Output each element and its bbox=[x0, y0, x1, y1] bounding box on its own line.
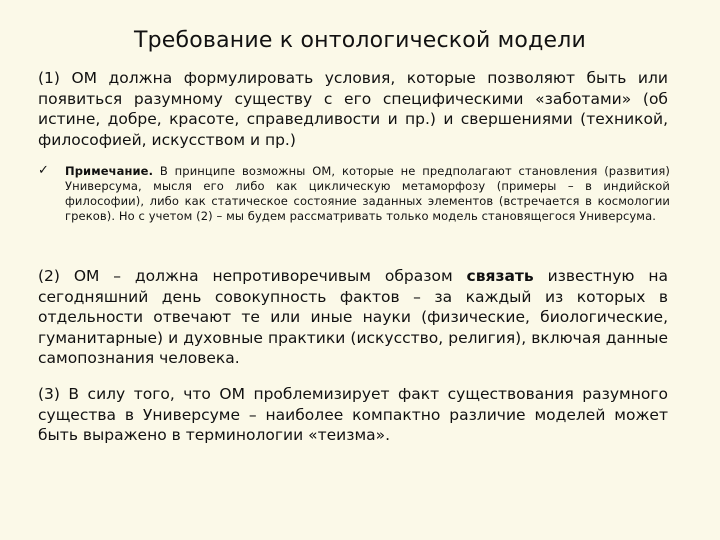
note-text bbox=[65, 164, 670, 224]
note-body: В принципе возможны ОМ, которые не предполагают становления (развития) Универсума, мысля его либо как циклическую метаморфозу (примеры – в индийской философии), либо как статическое состояние заданных элементов (встречается в космологии греков). Но с учетом (2) – мы будем рассматривать только модель становящегося Универсума. bbox=[65, 164, 670, 223]
requirement-2-emphasis: связать bbox=[466, 267, 534, 285]
requirement-2-after: известную на сегодняшний день совокупность фактов – за каждый из которых в отдельности отвечают те или иные науки (физические, биологические, гуманитарные) и духовные практики (искусство, религия), включая данные самопознания человека. bbox=[38, 267, 668, 367]
slide-title: Требование к онтологической модели bbox=[133, 28, 587, 53]
note-label: Примечание. bbox=[65, 164, 154, 178]
requirement-2-before: (2) ОМ – должна непротиворечивым образом bbox=[38, 267, 467, 285]
note-block bbox=[38, 164, 670, 224]
requirement-3-text: (3) В силу того, что ОМ проблемизирует факт существования разумного существа в Универсуме – наиболее компактно различие моделей может быть выражено в терминологии «теизма». bbox=[38, 385, 668, 444]
checkmark-icon: ✓ bbox=[38, 163, 49, 178]
requirement-1-text: (1) ОМ должна формулировать условия, которые позволяют быть или появиться разумному существу с его специфическими «заботами» (об истине, добре, красоте, справедливости и пр.) и свершениями (техникой, философией, искусством и пр.) bbox=[38, 69, 668, 149]
requirement-2-text bbox=[38, 266, 668, 369]
